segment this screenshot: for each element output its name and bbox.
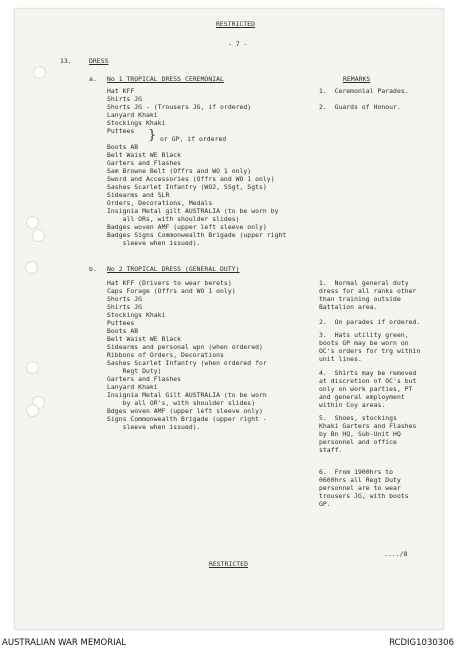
dress-b-remark: 2. On parades if ordered. bbox=[319, 318, 421, 326]
dress-b-item: Sidearms and personal wpn (when ordered) bbox=[107, 343, 263, 351]
dress-b-item: by all OR's, with shoulder slides) bbox=[107, 399, 256, 407]
brace-mark: } bbox=[148, 128, 157, 143]
remarks-heading: REMARKS bbox=[343, 75, 371, 83]
dress-b-remark: GP. bbox=[319, 500, 331, 508]
dress-b-remark: at discretion of OC's but bbox=[319, 377, 417, 385]
dress-b-item: Lanyard Khaki bbox=[107, 383, 158, 391]
dress-a-item: Boots AB bbox=[107, 143, 139, 151]
dress-b-remark: dress for all ranks other bbox=[319, 287, 417, 295]
classification-footer: RESTRICTED bbox=[209, 560, 248, 568]
dress-b-item: Ribbons of Orders, Decorations bbox=[107, 351, 224, 359]
archive-watermark-right: RCDIG1030306 bbox=[389, 638, 454, 648]
dress-b-item: Sashes Scarlet Infantry (when ordered for bbox=[107, 359, 267, 367]
dress-b-remark: within Coy areas. bbox=[319, 401, 386, 409]
dress-a-item: Badges woven AMF (upper left sleeve only) bbox=[107, 223, 267, 231]
dress-b-remark: boots GP may be worn on bbox=[319, 339, 409, 347]
punch-hole bbox=[32, 229, 45, 242]
dress-a-title: No 1 TROPICAL DRESS CEREMONIAL bbox=[107, 75, 224, 83]
punch-hole bbox=[33, 66, 46, 79]
dress-a-item: Sidearms and SLR bbox=[107, 191, 170, 199]
dress-b-item: Stockings Khaki bbox=[107, 311, 166, 319]
dress-a-item: Garters and Flashes bbox=[107, 159, 182, 167]
punch-hole bbox=[26, 404, 39, 417]
dress-a-item: Sam Browne Belt (Offrs and WO 1 only) bbox=[107, 167, 252, 175]
dress-b-remark: OC's orders for trg within bbox=[319, 347, 421, 355]
section-title: DRESS bbox=[89, 57, 109, 65]
dress-a-item: Belt Waist WE Black bbox=[107, 151, 182, 159]
dress-a-remark: 2. Guards of Honour. bbox=[319, 103, 401, 111]
dress-b-title: No 2 TROPICAL DRESS (GENERAL DUTY) bbox=[107, 265, 240, 273]
boots-note: or GP, if ordered bbox=[160, 135, 227, 143]
dress-b-remark: 4. Shirts may be removed bbox=[319, 369, 417, 377]
dress-a-item: Badges Signs Commonwealth Brigade (upper right bbox=[107, 231, 287, 239]
dress-a-item: Shirts JG bbox=[107, 95, 143, 103]
dress-b-remark: 5. Shoes, stockings bbox=[319, 414, 397, 422]
dress-b-remark: 1. Normal general duty bbox=[319, 279, 409, 287]
dress-b-remark: trousers JG, with boots bbox=[319, 492, 409, 500]
dress-b-item: Caps Forage (Offrs and WO 1 only) bbox=[107, 287, 236, 295]
section-number: 13. bbox=[60, 57, 72, 65]
dress-b-remark: personnel are to wear bbox=[319, 484, 401, 492]
page-number: - 7 - bbox=[228, 40, 248, 48]
dress-b-item: Insignia Metal Gilt AUSTRALIA (to be worn bbox=[107, 391, 267, 399]
dress-a-item: Lanyard Khaki bbox=[107, 111, 158, 119]
dress-b-remark: personnel and office bbox=[319, 438, 397, 446]
dress-b-item: Signs Commonwealth Brigade (upper right - bbox=[107, 415, 267, 423]
dress-b-remark: 6. From 1900hrs to bbox=[319, 468, 394, 476]
dress-b-remark: by Bn HQ, Sub-Unit HQ bbox=[319, 430, 401, 438]
dress-b-item: Bdges woven AMF (upper left sleeve only) bbox=[107, 407, 263, 415]
archive-watermark-left: AUSTRALIAN WAR MEMORIAL bbox=[2, 638, 127, 648]
dress-b-remark: and general employment bbox=[319, 393, 405, 401]
punch-hole bbox=[26, 216, 39, 229]
dress-b-item: Shirts JG bbox=[107, 303, 143, 311]
dress-a-item: Shorts JG - (Trousers JG, if ordered) bbox=[107, 103, 252, 111]
punch-hole bbox=[25, 261, 38, 274]
dress-b-item: Boots AB bbox=[107, 327, 139, 335]
dress-a-item: Insignia Metal gilt AUSTRALIA (to be worn by bbox=[107, 207, 279, 215]
dress-a-remark: 1. Ceremonial Parades. bbox=[319, 87, 409, 95]
dress-b-item: Garters and Flashes bbox=[107, 375, 182, 383]
dress-b-remark: only on work parties, PT bbox=[319, 385, 413, 393]
dress-a-item: Sashes Scarlet Infantry (WO2, SSgt, Sgts) bbox=[107, 183, 267, 191]
subsection-letter-a: a. bbox=[89, 75, 97, 83]
dress-b-item: Belt Waist WE Black bbox=[107, 335, 182, 343]
dress-a-item: Sword and Accessories (Offrs and WO 1 only) bbox=[107, 175, 275, 183]
subsection-letter-b: b. bbox=[89, 265, 97, 273]
dress-b-item: Hat KFF (Drivers to wear berets) bbox=[107, 279, 232, 287]
dress-b-item: Puttees bbox=[107, 319, 135, 327]
dress-b-remark: Khaki Garters and Flashes bbox=[319, 422, 417, 430]
dress-b-remark: 3. Hats utility green, bbox=[319, 331, 409, 339]
dress-b-remark: 0600hrs all Regt Duty bbox=[319, 476, 401, 484]
dress-b-item: sleeve when issued). bbox=[107, 423, 201, 431]
dress-a-item: sleeve when issued). bbox=[107, 239, 201, 247]
classification-header: RESTRICTED bbox=[216, 20, 255, 28]
dress-b-remark: Battalion area. bbox=[319, 303, 378, 311]
dress-a-item: Puttees bbox=[107, 127, 135, 135]
dress-b-remark: than training outside bbox=[319, 295, 401, 303]
continuation-marker: ..../8 bbox=[384, 550, 408, 558]
punch-hole bbox=[26, 361, 39, 374]
dress-a-item: Hat KFF bbox=[107, 87, 135, 95]
dress-b-remark: unit lines. bbox=[319, 355, 362, 363]
dress-a-item: Orders, Decorations, Medals bbox=[107, 199, 213, 207]
dress-b-remark: staff. bbox=[319, 446, 343, 454]
dress-a-item: all ORs, with shoulder slides) bbox=[107, 215, 240, 223]
dress-a-item: Stockings Khaki bbox=[107, 119, 166, 127]
dress-b-item: Shorts JG bbox=[107, 295, 143, 303]
dress-b-item: Regt Duty) bbox=[107, 367, 162, 375]
